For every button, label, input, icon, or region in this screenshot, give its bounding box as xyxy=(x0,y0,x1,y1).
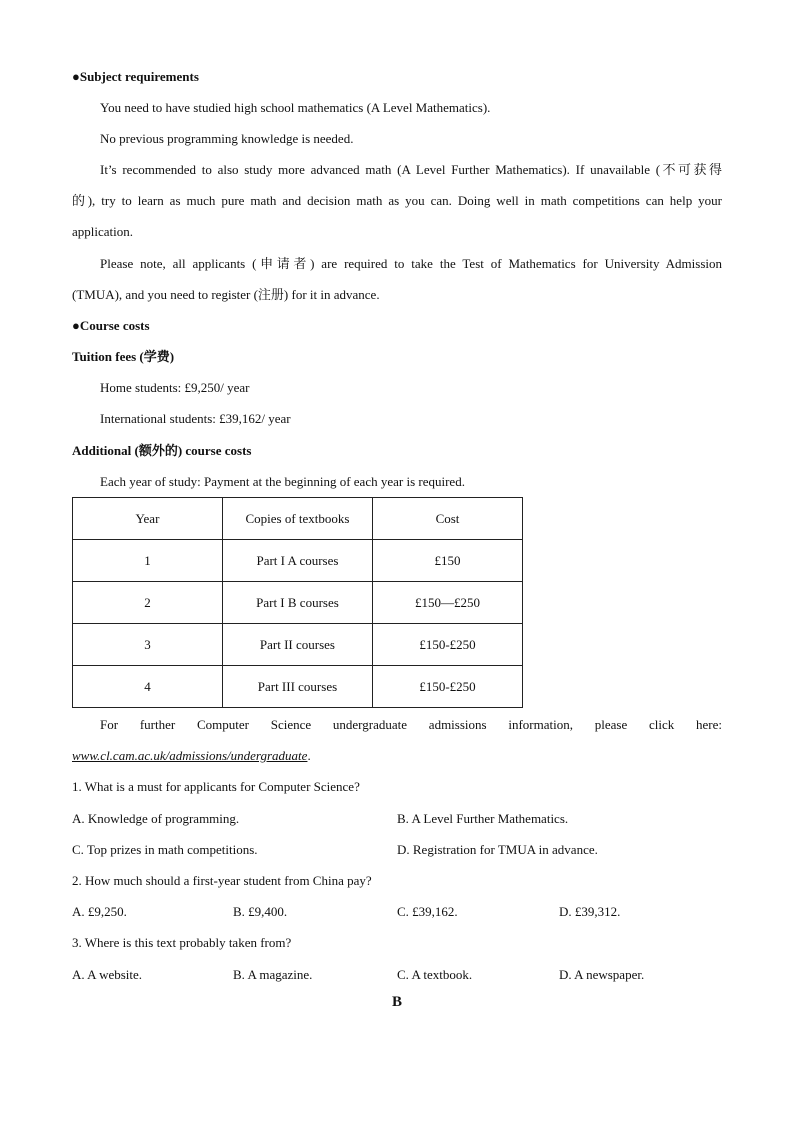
table-row xyxy=(73,582,523,624)
home-students-fee: Home students: £9,250/ year xyxy=(100,380,250,395)
table-row xyxy=(73,624,523,666)
q3-option-a: A. A website. xyxy=(72,967,143,982)
international-students-fee: International students: £39,162/ year xyxy=(100,411,291,426)
q2-option-a: A. £9,250. xyxy=(72,904,127,919)
table-row xyxy=(73,540,523,582)
tuition-fees-heading: Tuition fees (学费) xyxy=(72,349,175,364)
each-year-note: Each year of study: Payment at the beginning of each year is required. xyxy=(100,474,465,489)
table-cell: 3 xyxy=(73,624,223,666)
further-info-line: For further Computer Science undergraduate admissions information, please click here: xyxy=(100,717,722,732)
q3-option-d: D. A newspaper. xyxy=(559,967,645,982)
link-period: . xyxy=(307,748,311,763)
table-header-cell: Year xyxy=(73,498,223,540)
subject-line-4a: Please note, all applicants (申请者) are required to take the Test of Mathematics for University Admission xyxy=(100,256,722,271)
additional-costs-heading: Additional (额外的) course costs xyxy=(72,443,252,458)
table-cell: £150 xyxy=(373,540,523,582)
table-header-row xyxy=(73,498,523,540)
table-header-cell: Copies of textbooks xyxy=(222,498,372,540)
table-cell: 2 xyxy=(73,582,223,624)
table-cell: £150-£250 xyxy=(373,624,523,666)
subject-line-3a: It’s recommended to also study more advanced math (A Level Further Mathematics). If unavailable (不可获得 xyxy=(100,162,722,177)
table-row xyxy=(73,666,523,708)
table-cell: 1 xyxy=(73,540,223,582)
subject-line-3c: application. xyxy=(72,224,134,239)
table-cell: £150—£250 xyxy=(373,582,523,624)
q1-option-a: A. Knowledge of programming. xyxy=(72,811,240,826)
q3-option-b: B. A magazine. xyxy=(233,967,313,982)
q1-option-d: D. Registration for TMUA in advance. xyxy=(397,842,598,857)
q1-option-c: C. Top prizes in math competitions. xyxy=(72,842,258,857)
question-3: 3. Where is this text probably taken from? xyxy=(72,935,292,950)
course-costs-heading: ●Course costs xyxy=(72,318,150,333)
question-2: 2. How much should a first-year student from China pay? xyxy=(72,873,372,888)
q2-option-c: C. £39,162. xyxy=(397,904,458,919)
table-cell: £150-£250 xyxy=(373,666,523,708)
table-cell: Part I A courses xyxy=(222,540,372,582)
table-cell: Part II courses xyxy=(222,624,372,666)
q2-option-d: D. £39,312. xyxy=(559,904,621,919)
subject-line-3b: 的), try to learn as much pure math and decision math as you can. Doing well in math competitions can help your xyxy=(72,193,722,208)
table-cell: 4 xyxy=(73,666,223,708)
subject-requirements-heading: ●Subject requirements xyxy=(72,69,199,84)
q3-option-c: C. A textbook. xyxy=(397,967,473,982)
subject-line-2: No previous programming knowledge is needed. xyxy=(100,131,354,146)
admissions-link[interactable]: www.cl.cam.ac.uk/admissions/undergraduate xyxy=(72,748,308,763)
further-info-link-line xyxy=(72,748,722,764)
q1-option-b: B. A Level Further Mathematics. xyxy=(397,811,569,826)
section-label: B xyxy=(391,994,402,1010)
course-costs-table xyxy=(72,497,523,708)
question-1: 1. What is a must for applicants for Computer Science? xyxy=(72,779,360,794)
table-cell: Part I B courses xyxy=(222,582,372,624)
q2-option-b: B. £9,400. xyxy=(233,904,288,919)
subject-line-1: You need to have studied high school mathematics (A Level Mathematics). xyxy=(100,100,491,115)
table-header-cell: Cost xyxy=(373,498,523,540)
table-cell: Part III courses xyxy=(222,666,372,708)
subject-line-4b: (TMUA), and you need to register (注册) for it in advance. xyxy=(72,287,380,302)
